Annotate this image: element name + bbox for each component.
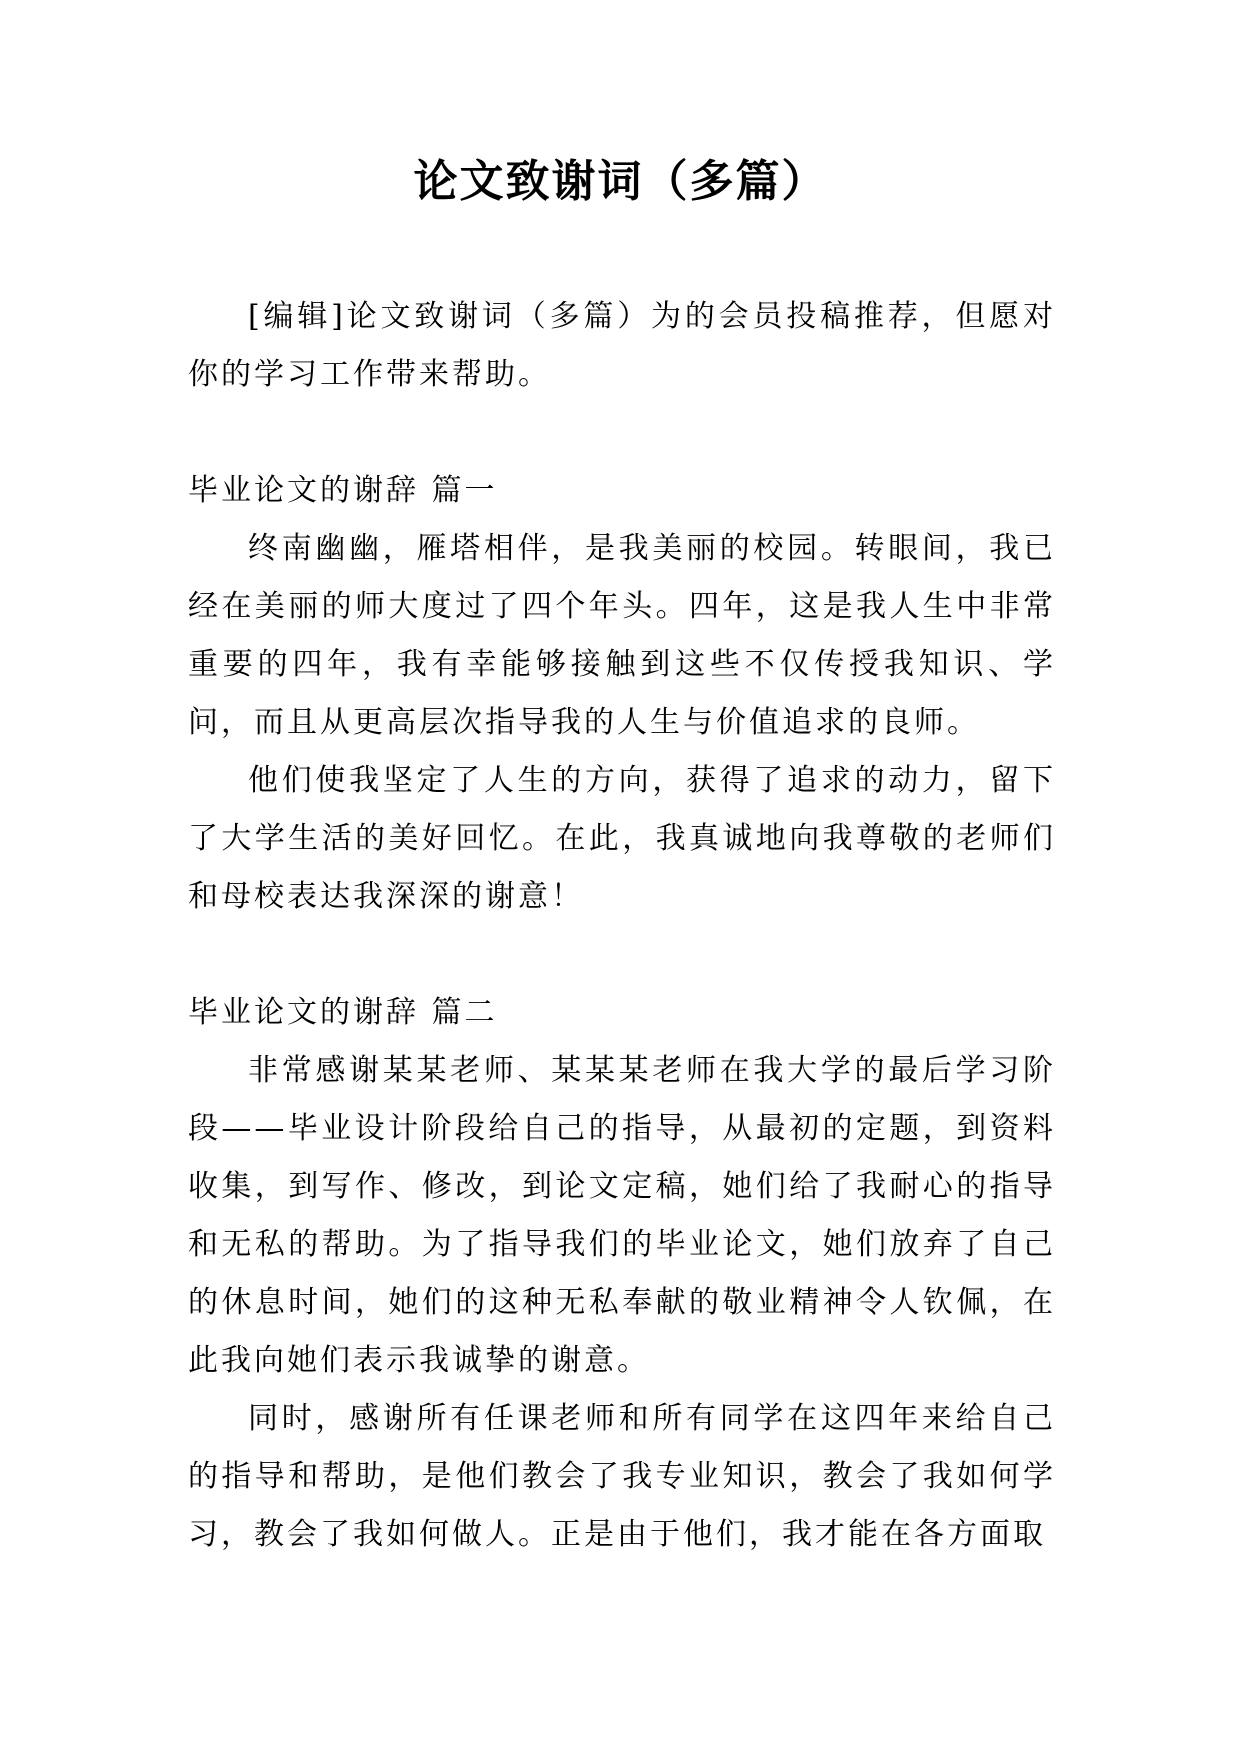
section-1-paragraph-1: 终南幽幽，雁塔相伴，是我美丽的校园。转眼间，我已经在美丽的师大度过了四个年头。四年，这是我人生中非常重要的四年，我有幸能够接触到这些不仅传授我知识、学问，而且从更高层次指导我的人生与价值追求的良师。 [188,531,1056,740]
intro-paragraph: [编辑]论文致谢词（多篇）为的会员投稿推荐，但愿对你的学习工作带来帮助。 [188,299,1056,392]
section-heading-1: 毕业论文的谢辞 篇一 [188,473,498,508]
section-spacer [188,404,1056,462]
section-2-paragraph-2: 同时，感谢所有任课老师和所有同学在这四年来给自己的指导和帮助，是他们教会了我专业知识，教会了我如何学习，教会了我如何做人。正是由于他们，我才能在各方面取 [188,1401,1056,1552]
section-spacer [188,926,1056,984]
section-1-paragraph-2: 他们使我坚定了人生的方向，获得了追求的动力，留下了大学生活的美好回忆。在此，我真诚地向我尊敬的老师们和母校表达我深深的谢意！ [188,763,1056,914]
section-2-paragraph-1: 非常感谢某某老师、某某某老师在我大学的最后学习阶段——毕业设计阶段给自己的指导，从最初的定题，到资料收集，到写作、修改，到论文定稿，她们给了我耐心的指导和无私的帮助。为了指导我们的毕业论文，她们放弃了自己的休息时间，她们的这种无私奉献的敬业精神令人钦佩，在此我向她们表示我诚挚的谢意。 [188,1053,1056,1378]
document-title: 论文致谢词（多篇） [413,156,828,207]
section-heading-2: 毕业论文的谢辞 篇二 [188,995,498,1030]
document-body [188,288,1056,1564]
